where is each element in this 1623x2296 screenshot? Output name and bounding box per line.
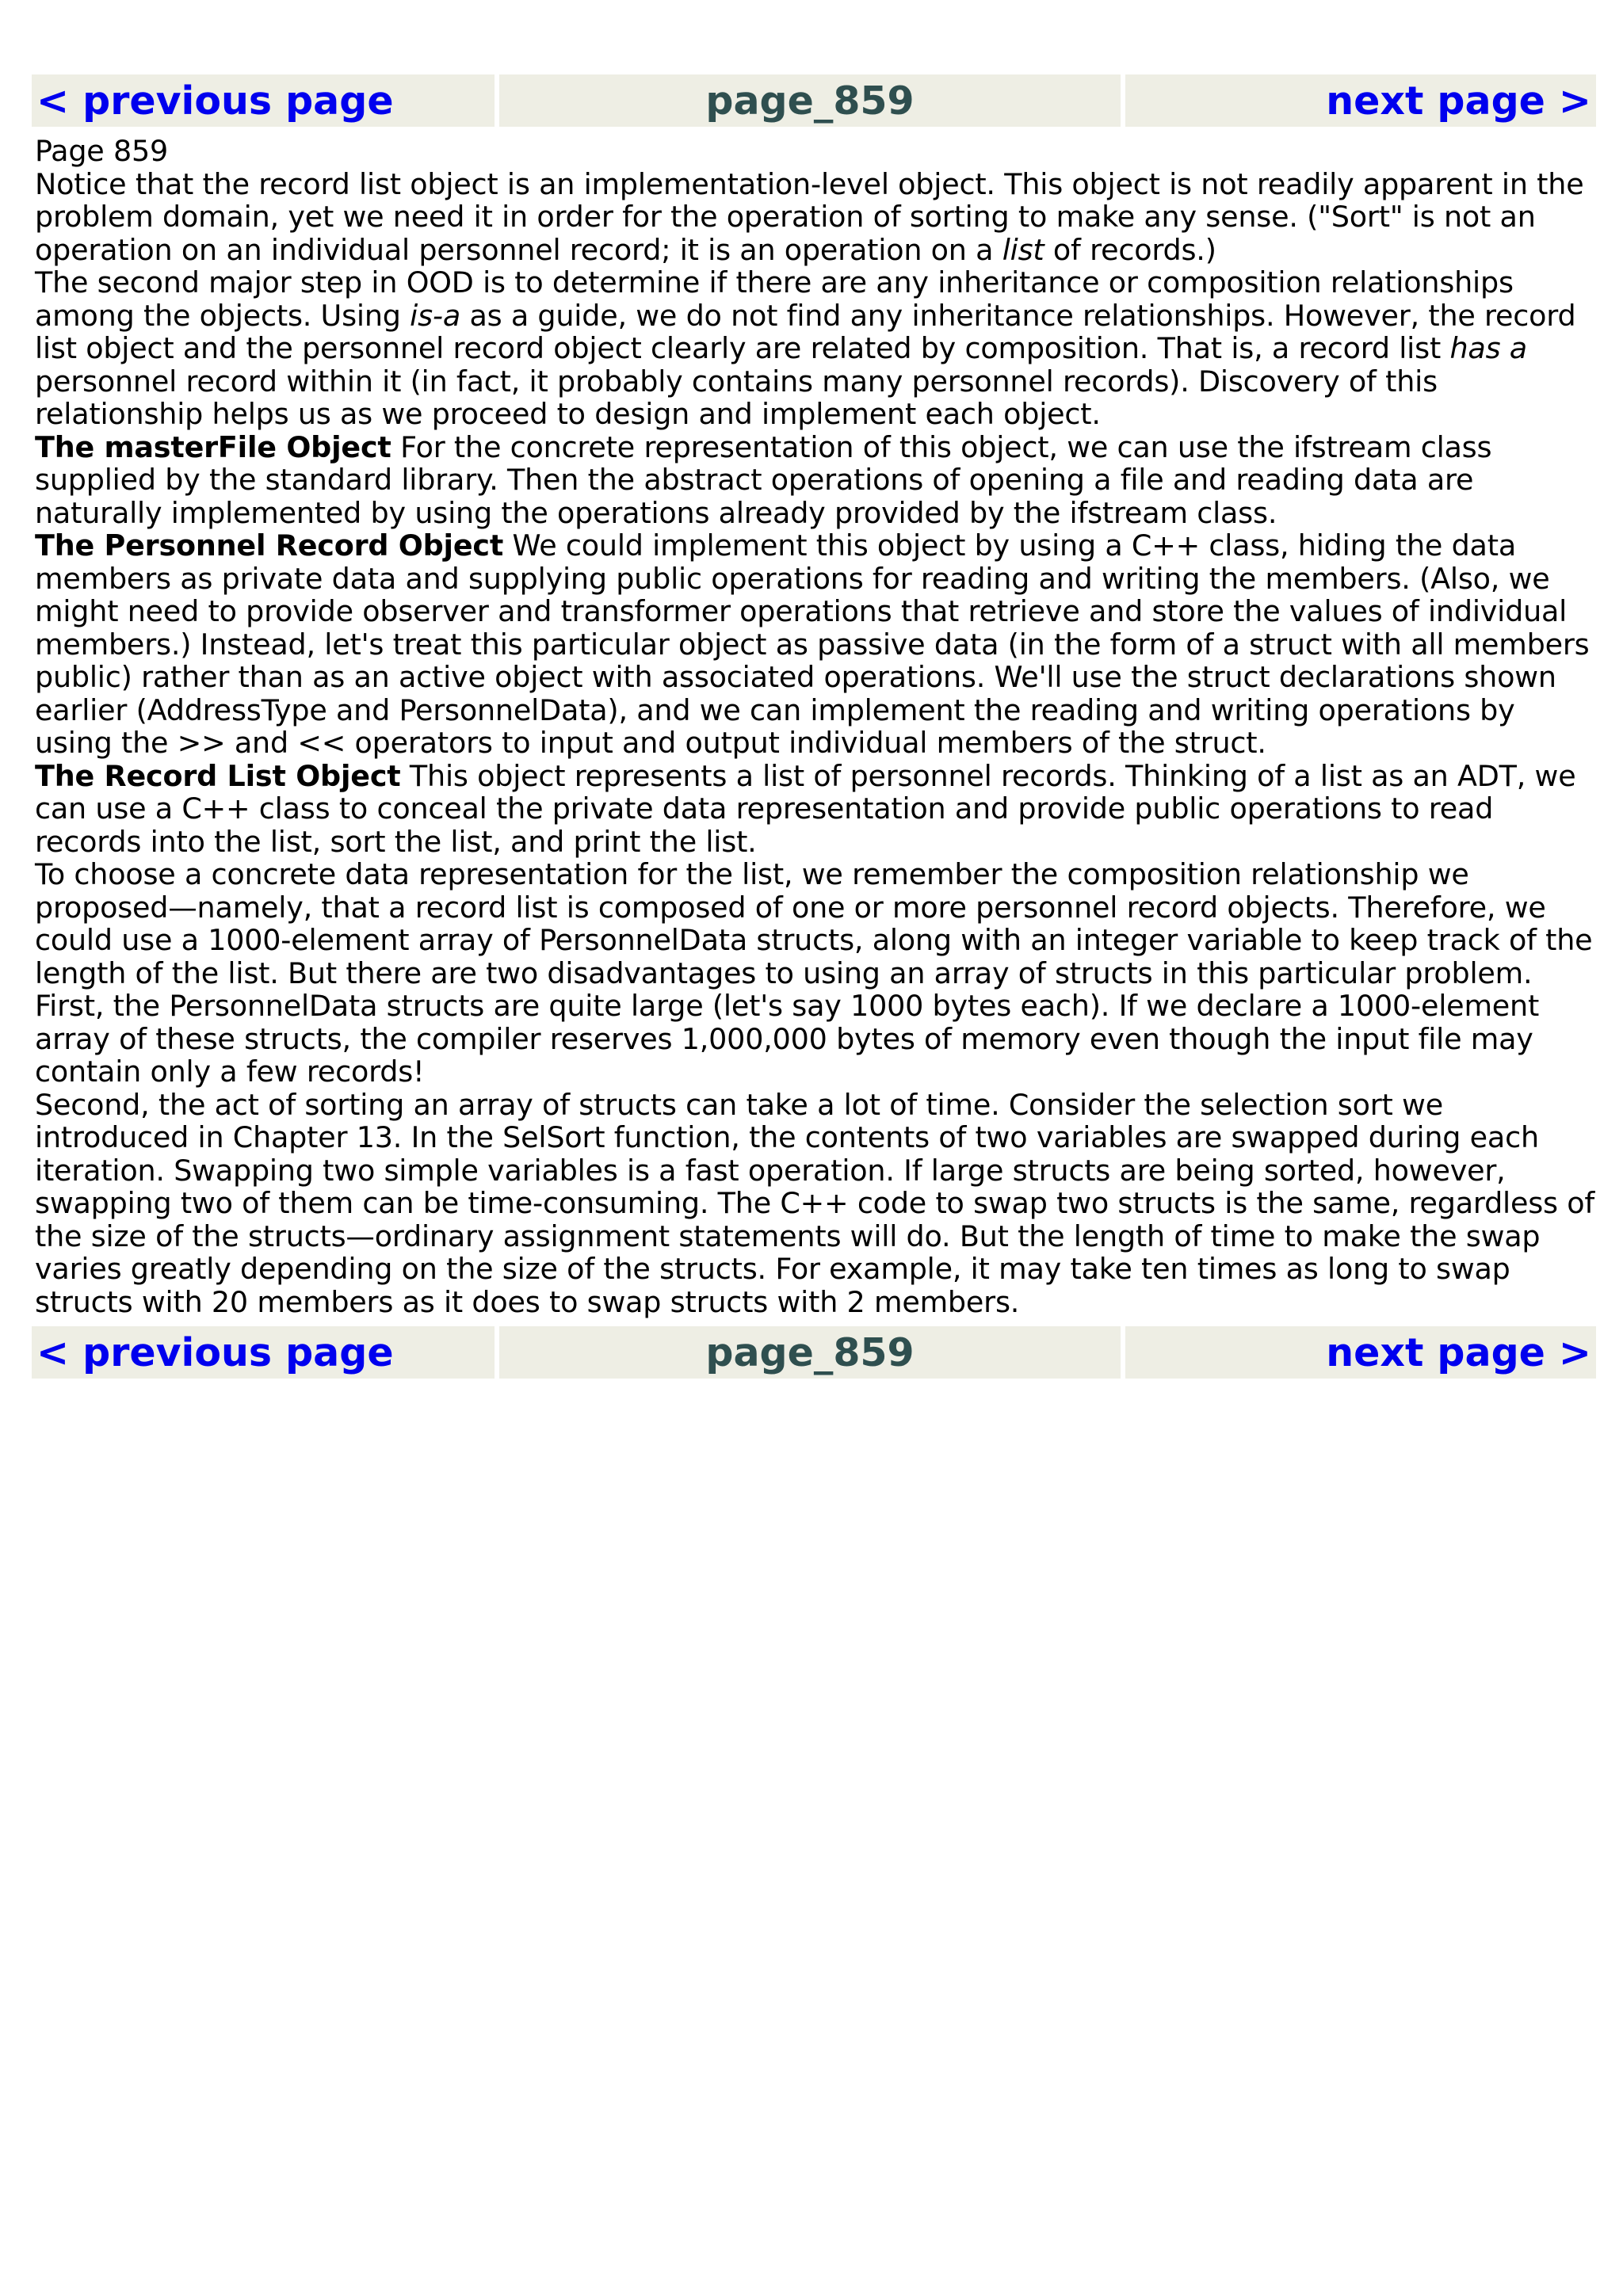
paragraph-first-disadvantage: First, the PersonnelData structs are quite large (let's say 1000 bytes each). If we declare a 1000-element array of these structs, the compiler reserves 1,000,000 bytes of memory even though the input file may contain only a few records!	[35, 989, 1540, 1089]
paragraph-text: personnel record within it (in fact, it probably contains many personnel records). Discovery of this relationship helps us as we proceed to design and implement each object.	[35, 364, 1438, 431]
page-number: Page 859	[35, 134, 169, 168]
page	[32, 74, 1601, 1379]
paragraph-inheritance-composition	[35, 266, 1601, 431]
bottom-nav-prev-cell	[32, 1326, 495, 1379]
top-nav-next-cell	[1125, 74, 1596, 127]
page-content	[35, 135, 1601, 1318]
paragraph-text: as a guide, we do not find any inheritance relationships. However, the record list object and the personnel record object clearly are related by composition. That is, a record list	[35, 298, 1576, 365]
top-nav-prev-cell	[32, 74, 495, 127]
bottom-navigation-bar	[32, 1326, 1601, 1379]
emphasis-text: has a	[1449, 331, 1527, 365]
top-page-label: page_859	[499, 74, 1121, 127]
paragraph-personnel-record-object	[35, 529, 1601, 760]
paragraph-text: The second major step in OOD is to determine if there are any inheritance or composition relationships among the objects. Using	[35, 265, 1514, 333]
paragraph-data-representation: To choose a concrete data representation for the list, we remember the composition relationship we proposed—namely, that a record list is composed of one or more personnel record objects. Therefore, we could use a 1000-element array of PersonnelData structs, along with an integer variable to keep track of the length of the list. But there are two disadvantages to using an array of structs in this particular problem.	[35, 857, 1593, 990]
emphasis-text: is-a	[410, 298, 461, 333]
paragraph-masterfile-object	[35, 431, 1601, 530]
paragraph-text: This object represents a list of personnel records. Thinking of a list as an ADT, we can use a C++ class to conceal the private data representation and provide public operations to read records into the list, sort the list, and print the list.	[35, 758, 1576, 859]
paragraph-text: For the concrete representation of this object, we can use the ifstream class supplied by the standard library. Then the abstract operations of opening a file and reading data are naturally implemented by using the operations already provided by the ifstream class.	[35, 429, 1492, 530]
top-navigation-bar	[32, 74, 1601, 127]
bottom-previous-page-link[interactable]: < previous page	[36, 1329, 394, 1375]
bottom-nav-next-cell	[1125, 1326, 1596, 1379]
paragraph-record-list-object	[35, 760, 1601, 859]
paragraph-text: We could implement this object by using a C++ class, hiding the data members as private data and supplying public operations for reading and writing the members. (Also, we might need to provide observer and transformer operations that retrieve and store the values of individual members.) Instead, let's treat this particular object as passive data (in the form of a struct with all members public) rather than as an active object with associated operations. We'll use the struct declarations shown earlier (AddressType and PersonnelData), and we can implement the reading and writing operations by using the >> and << operators to input and output individual members of the struct.	[35, 528, 1590, 760]
section-heading: The Record List Object	[35, 758, 401, 793]
paragraph-text: of records.)	[1044, 232, 1216, 267]
bottom-next-page-link[interactable]: next page >	[1326, 1329, 1591, 1375]
paragraph-record-list-intro	[35, 168, 1601, 267]
section-heading: The Personnel Record Object	[35, 528, 504, 563]
section-heading: The masterFile Object	[35, 429, 391, 464]
paragraph-text: Notice that the record list object is an implementation-level object. This object is not readily apparent in the problem domain, yet we need it in order for the operation of sorting to make any sense. ("Sort" is not an operation on an individual personnel record; it is an operation on a	[35, 166, 1584, 267]
top-previous-page-link[interactable]: < previous page	[36, 78, 394, 124]
paragraph-second-disadvantage: Second, the act of sorting an array of structs can take a lot of time. Consider the selection sort we introduced in Chapter 13. In the SelSort function, the contents of two variables are swapped during each iteration. Swapping two simple variables is a fast operation. If large structs are being sorted, however, swapping two of them can be time-consuming. The C++ code to swap two structs is the same, regardless of the size of the structs—ordinary assignment statements will do. But the length of time to make the swap varies greatly depending on the size of the structs. For example, it may take ten times as long to swap structs with 20 members as it does to swap structs with 2 members.	[35, 1087, 1595, 1319]
emphasis-text: list	[1002, 232, 1044, 267]
bottom-page-label: page_859	[499, 1326, 1121, 1379]
top-next-page-link[interactable]: next page >	[1326, 78, 1591, 124]
